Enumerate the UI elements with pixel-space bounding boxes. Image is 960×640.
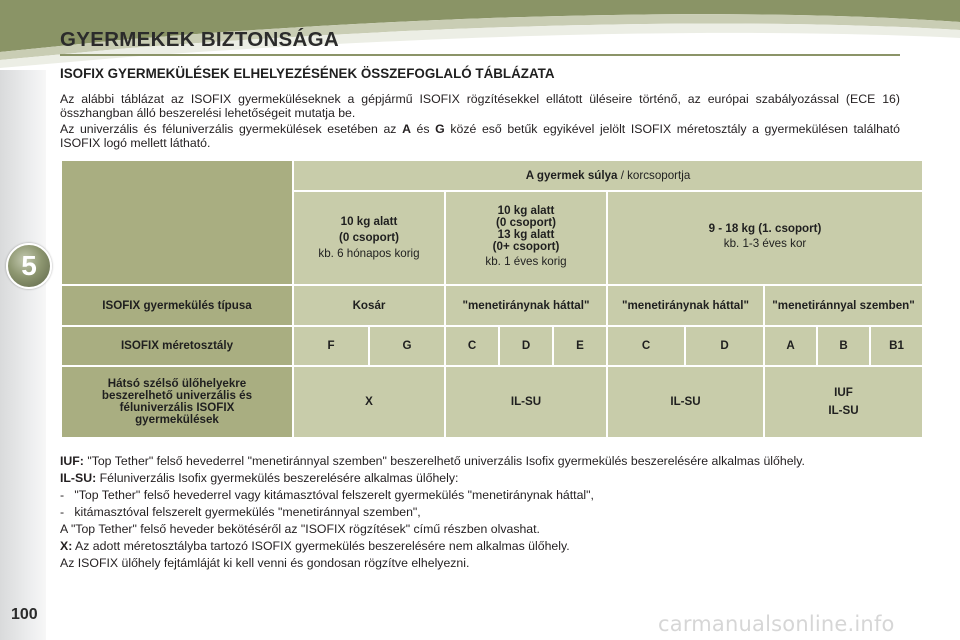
seat-suitability-cell: IL-SU [446,367,606,437]
note-top-tether: A "Top Tether" felső heveder bekötéséről az "ISOFIX rögzítések" című részben olvashat. [60,522,540,536]
watermark: carmanualsonline.info [658,612,895,636]
section-title: ISOFIX GYERMEKÜLÉSEK ELHELYEZÉSÉNEK ÖSSZEFOGLALÓ TÁBLÁZATA [60,66,555,81]
intro-paragraph-2: Az univerzális és féluniverzális gyermekülések esetében az A és G közé eső betűk egyikével jelölt ISOFIX méretosztály a gyermekülésen található ISOFIX logó mellett látható. [60,122,901,150]
intro-paragraph-1: Az alábbi táblázat az ISOFIX gyermeküléseknek a gépjármű ISOFIX rögzítésekkel ellátott üléseire történő, az európai szabályozással (ECE 16) összhangban álló beszerelési lehetőségeit mutatja be. [60,92,900,120]
note-headrest: Az ISOFIX ülőhely fejtámláját ki kell venni és gondosan rögzítve elhelyezni. [60,556,470,570]
seat-type-cell: "menetiránnyal szemben" [765,286,922,324]
seat-type-cell: "menetiránynak háttal" [608,286,763,324]
size-class-cell: F [294,327,368,365]
size-class-cell: E [554,327,606,365]
size-class-cell: A [765,327,816,365]
intro-text [60,92,900,150]
chapter-number: 5 [21,250,37,281]
table-corner-cell [62,161,292,284]
note-bullet: - kitámasztóval felszerelt gyermekülés "menetiránnyal szemben", [60,505,421,519]
seat-suitability-cell: X [294,367,444,437]
seat-suitability-cell: IUF IL-SU [765,367,922,437]
weight-group-cell: 10 kg alatt (0 csoport) 13 kg alatt (0+ csoport) kb. 1 éves korig [446,192,606,284]
row-label-cell: ISOFIX méretosztály [62,327,292,365]
note-bullet: - "Top Tether" felső hevederrel vagy kitámasztóval felszerelt gyermekülés "menetiránynak háttal", [60,488,594,502]
row-label-cell: ISOFIX gyermekülés típusa [62,286,292,324]
header-divider [60,54,900,56]
seat-type-cell: Kosár [294,286,444,324]
note-x: X: Az adott méretosztályba tartozó ISOFIX gyermekülés beszerelésére nem alkalmas ülőhely. [60,539,570,553]
chapter-tab[interactable] [6,243,52,289]
note-ilsu: IL-SU: Féluniverzális Isofix gyermekülés beszerelésére alkalmas ülőhely: [60,471,459,485]
legend-notes [60,454,900,573]
size-class-cell: G [370,327,444,365]
size-class-cell: C [446,327,498,365]
seat-suitability-cell: IL-SU [608,367,763,437]
page-header-title: GYERMEKEK BIZTONSÁGA [60,28,339,51]
weight-header-cell: A gyermek súlya / korcsoportja [294,161,922,190]
page-number: 100 [11,606,38,623]
row-label-cell: Hátsó szélső ülőhelyekre beszerelhető univerzális és féluniverzális ISOFIX gyermekülések [62,367,292,437]
weight-group-cell: 10 kg alatt (0 csoport) kb. 6 hónapos korig [294,192,444,284]
size-class-cell: C [608,327,684,365]
size-class-cell: D [500,327,552,365]
note-iuf: IUF: "Top Tether" felső hevederrel "menetiránnyal szemben" beszerelhető univerzális Isofix gyermekülés beszerelésére alkalmas ülőhely. [60,454,805,468]
size-class-cell: B1 [871,327,922,365]
seat-type-cell: "menetiránynak háttal" [446,286,606,324]
size-class-cell: B [818,327,869,365]
isofix-summary-table [60,159,924,439]
weight-group-cell: 9 - 18 kg (1. csoport) kb. 1-3 éves kor [608,192,922,284]
size-class-cell: D [686,327,763,365]
left-sidebar-strip [0,70,46,640]
